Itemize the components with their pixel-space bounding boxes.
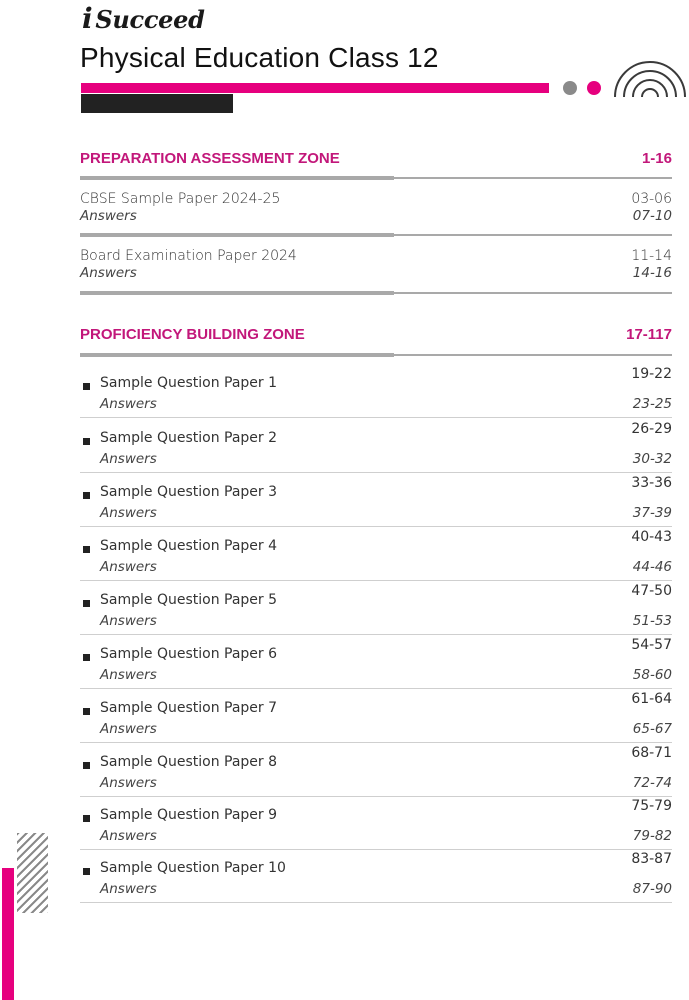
square-bullet-icon bbox=[83, 868, 90, 875]
section-divider bbox=[80, 353, 672, 357]
toc-entry[interactable] bbox=[80, 526, 672, 581]
entry-title: Sample Question Paper 8 bbox=[100, 754, 278, 770]
entry-pages: 03-06 bbox=[631, 191, 672, 207]
answers-pages: 44-46 bbox=[632, 559, 672, 575]
entry-pages: 54-57 bbox=[631, 637, 672, 653]
answers-pages: 37-39 bbox=[632, 505, 672, 521]
toc-entry[interactable] bbox=[80, 795, 672, 850]
entry-title: Sample Question Paper 4 bbox=[100, 538, 278, 554]
entry-title: CBSE Sample Paper 2024-25 bbox=[80, 191, 281, 207]
answers-pages: 30-32 bbox=[632, 451, 672, 467]
toc-entry[interactable] bbox=[80, 848, 672, 903]
section-header-proficiency bbox=[80, 326, 672, 343]
toc-entry[interactable] bbox=[80, 418, 672, 473]
entry-pages: 33-36 bbox=[631, 475, 672, 491]
entry-pages: 61-64 bbox=[631, 691, 672, 707]
toc-entry[interactable] bbox=[80, 472, 672, 527]
answers-pages: 87-90 bbox=[632, 881, 672, 897]
concentric-arcs-icon bbox=[612, 55, 688, 99]
entry-title: Sample Question Paper 7 bbox=[100, 700, 278, 716]
answers-label: Answers bbox=[100, 613, 157, 629]
toc-entry[interactable] bbox=[80, 634, 672, 689]
hatched-block-icon bbox=[17, 833, 48, 913]
square-bullet-icon bbox=[83, 654, 90, 661]
pink-header-bar bbox=[81, 83, 549, 93]
answers-pages: 07-10 bbox=[632, 208, 672, 224]
toc-entry[interactable] bbox=[80, 742, 672, 797]
square-bullet-icon bbox=[83, 600, 90, 607]
pink-dot-icon bbox=[587, 81, 601, 95]
section-pages: 17-117 bbox=[626, 326, 672, 343]
answers-pages: 72-74 bbox=[632, 775, 672, 791]
toc-entry[interactable] bbox=[80, 248, 672, 281]
brand-logo bbox=[82, 2, 205, 35]
square-bullet-icon bbox=[83, 708, 90, 715]
square-bullet-icon bbox=[83, 546, 90, 553]
entry-pages: 47-50 bbox=[631, 583, 672, 599]
answers-label: Answers bbox=[100, 881, 157, 897]
answers-pages: 51-53 bbox=[632, 613, 672, 629]
entry-title: Sample Question Paper 5 bbox=[100, 592, 278, 608]
toc-entry[interactable] bbox=[80, 363, 672, 418]
answers-label: Answers bbox=[100, 505, 157, 521]
entry-divider bbox=[80, 233, 672, 237]
entry-title: Sample Question Paper 2 bbox=[100, 430, 278, 446]
entry-pages: 19-22 bbox=[631, 366, 672, 382]
answers-label: Answers bbox=[80, 265, 137, 281]
square-bullet-icon bbox=[83, 815, 90, 822]
section-header-preparation bbox=[80, 150, 672, 167]
answers-pages: 23-25 bbox=[632, 396, 672, 412]
page-title: Physical Education Class 12 bbox=[80, 42, 439, 73]
pink-side-bar bbox=[2, 868, 14, 1000]
answers-label: Answers bbox=[100, 828, 157, 844]
gray-dot-icon bbox=[563, 81, 577, 95]
entry-title: Sample Question Paper 9 bbox=[100, 807, 278, 823]
answers-label: Answers bbox=[100, 396, 157, 412]
answers-label: Answers bbox=[100, 451, 157, 467]
toc-entry[interactable] bbox=[80, 580, 672, 635]
square-bullet-icon bbox=[83, 383, 90, 390]
black-header-bar bbox=[81, 94, 233, 113]
answers-label: Answers bbox=[80, 208, 137, 224]
entry-title: Sample Question Paper 3 bbox=[100, 484, 278, 500]
entry-pages: 26-29 bbox=[631, 421, 672, 437]
toc-entry[interactable] bbox=[80, 191, 672, 224]
brand-name: Succeed bbox=[95, 5, 205, 34]
brand-prefix: i bbox=[82, 2, 93, 35]
answers-label: Answers bbox=[100, 721, 157, 737]
toc-entry[interactable] bbox=[80, 688, 672, 743]
section-title: PROFICIENCY BUILDING ZONE bbox=[80, 326, 305, 343]
answers-pages: 79-82 bbox=[632, 828, 672, 844]
entry-title: Sample Question Paper 10 bbox=[100, 860, 286, 876]
section-divider bbox=[80, 176, 672, 180]
answers-label: Answers bbox=[100, 775, 157, 791]
entry-title: Board Examination Paper 2024 bbox=[80, 248, 297, 264]
answers-pages: 14-16 bbox=[632, 265, 672, 281]
entry-pages: 75-79 bbox=[631, 798, 672, 814]
square-bullet-icon bbox=[83, 492, 90, 499]
answers-pages: 65-67 bbox=[632, 721, 672, 737]
section-pages: 1-16 bbox=[641, 150, 672, 167]
entry-title: Sample Question Paper 6 bbox=[100, 646, 278, 662]
section-title: PREPARATION ASSESSMENT ZONE bbox=[80, 150, 340, 167]
square-bullet-icon bbox=[83, 762, 90, 769]
entry-pages: 11-14 bbox=[631, 248, 672, 264]
answers-pages: 58-60 bbox=[632, 667, 672, 683]
entry-divider bbox=[80, 291, 672, 295]
entry-pages: 83-87 bbox=[631, 851, 672, 867]
entry-title: Sample Question Paper 1 bbox=[100, 375, 278, 391]
entry-pages: 40-43 bbox=[631, 529, 672, 545]
entry-pages: 68-71 bbox=[631, 745, 672, 761]
answers-label: Answers bbox=[100, 559, 157, 575]
square-bullet-icon bbox=[83, 438, 90, 445]
answers-label: Answers bbox=[100, 667, 157, 683]
